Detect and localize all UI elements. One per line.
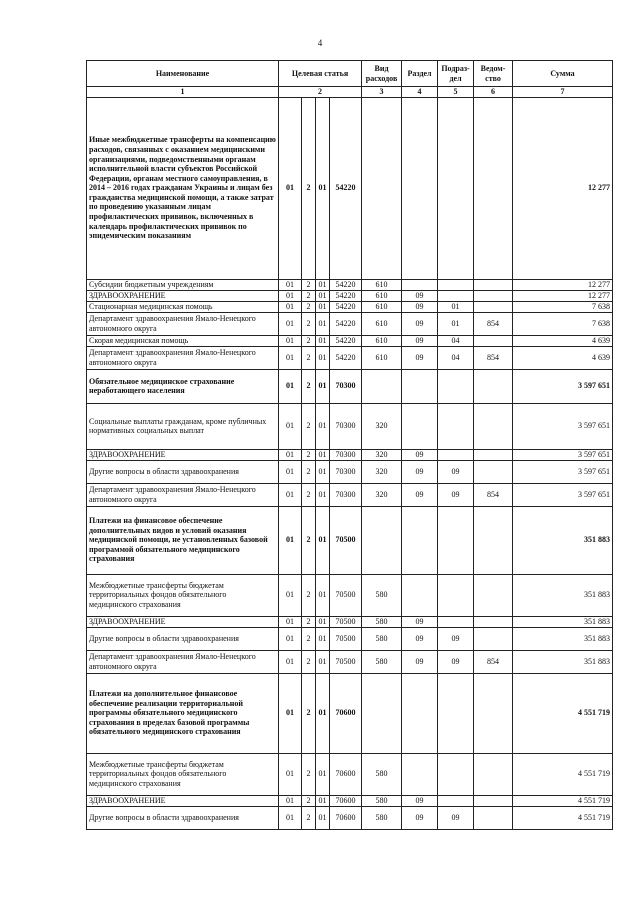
cell-vid-raskhodov: 610 xyxy=(362,290,402,301)
cell-vedomstvo xyxy=(474,806,513,829)
cell-razdel xyxy=(402,403,438,449)
cell-razdel: 09 xyxy=(402,795,438,806)
cell-vedomstvo: 854 xyxy=(474,312,513,335)
cell-vid-raskhodov: 610 xyxy=(362,312,402,335)
table-row xyxy=(87,650,613,673)
cell-target-code-subprogram: 2 xyxy=(302,301,316,312)
cell-razdel xyxy=(402,369,438,403)
cell-summa: 7 638 xyxy=(513,301,613,312)
cell-vid-raskhodov: 580 xyxy=(362,574,402,616)
cell-target-code-direction: 70500 xyxy=(330,650,362,673)
cell-target-code-direction: 54220 xyxy=(330,290,362,301)
cell-row-name: Департамент здравоохранения Ямало-Ненецкого автономного округа xyxy=(87,312,279,335)
cell-vid-raskhodov: 320 xyxy=(362,403,402,449)
cell-target-code-main: 01 xyxy=(316,650,330,673)
cell-podrazdel: 01 xyxy=(438,301,474,312)
cell-target-code-direction: 70300 xyxy=(330,403,362,449)
cell-razdel: 09 xyxy=(402,460,438,483)
cell-target-code-main: 01 xyxy=(316,335,330,346)
cell-target-code-direction: 54220 xyxy=(330,335,362,346)
cell-target-code-direction: 70300 xyxy=(330,449,362,460)
cell-target-code-subprogram: 2 xyxy=(302,346,316,369)
cell-target-code-direction: 70300 xyxy=(330,460,362,483)
cell-target-code-program: 01 xyxy=(279,673,302,753)
cell-target-code-main: 01 xyxy=(316,312,330,335)
cell-target-code-subprogram: 2 xyxy=(302,460,316,483)
column-number: 7 xyxy=(513,87,613,98)
cell-row-name: Департамент здравоохранения Ямало-Ненецкого автономного округа xyxy=(87,650,279,673)
cell-podrazdel xyxy=(438,290,474,301)
cell-summa: 3 597 651 xyxy=(513,449,613,460)
cell-target-code-program: 01 xyxy=(279,369,302,403)
cell-target-code-main: 01 xyxy=(316,753,330,795)
cell-vid-raskhodov xyxy=(362,506,402,574)
cell-vid-raskhodov: 320 xyxy=(362,483,402,506)
cell-target-code-direction: 54220 xyxy=(330,279,362,290)
cell-target-code-subprogram: 2 xyxy=(302,506,316,574)
cell-podrazdel xyxy=(438,369,474,403)
table-row xyxy=(87,346,613,369)
cell-vedomstvo xyxy=(474,449,513,460)
cell-row-name: Другие вопросы в области здравоохранения xyxy=(87,460,279,483)
cell-target-code-program: 01 xyxy=(279,346,302,369)
cell-target-code-subprogram: 2 xyxy=(302,403,316,449)
cell-vedomstvo xyxy=(474,627,513,650)
cell-vid-raskhodov: 580 xyxy=(362,616,402,627)
cell-razdel: 09 xyxy=(402,806,438,829)
table-row xyxy=(87,506,613,574)
cell-podrazdel xyxy=(438,403,474,449)
header-razdel: Раздел xyxy=(402,61,438,87)
cell-vid-raskhodov: 580 xyxy=(362,627,402,650)
cell-podrazdel xyxy=(438,449,474,460)
cell-razdel xyxy=(402,673,438,753)
table-row xyxy=(87,753,613,795)
cell-target-code-program: 01 xyxy=(279,806,302,829)
cell-row-name: Скорая медицинская помощь xyxy=(87,335,279,346)
cell-razdel: 09 xyxy=(402,449,438,460)
cell-podrazdel xyxy=(438,279,474,290)
cell-target-code-direction: 70600 xyxy=(330,795,362,806)
cell-razdel: 09 xyxy=(402,616,438,627)
header-vid: Вид расходов xyxy=(362,61,402,87)
cell-row-name: Стационарная медицинская помощь xyxy=(87,301,279,312)
cell-summa: 4 639 xyxy=(513,335,613,346)
cell-vid-raskhodov: 320 xyxy=(362,449,402,460)
cell-target-code-direction: 70600 xyxy=(330,753,362,795)
table-row xyxy=(87,403,613,449)
cell-vedomstvo: 854 xyxy=(474,650,513,673)
cell-vedomstvo xyxy=(474,753,513,795)
cell-vedomstvo: 854 xyxy=(474,483,513,506)
cell-target-code-direction: 70600 xyxy=(330,673,362,753)
cell-vedomstvo xyxy=(474,460,513,483)
table-row xyxy=(87,279,613,290)
cell-target-code-main: 01 xyxy=(316,574,330,616)
header-target: Целевая статья xyxy=(279,61,362,87)
cell-razdel xyxy=(402,97,438,279)
cell-target-code-main: 01 xyxy=(316,279,330,290)
cell-target-code-subprogram: 2 xyxy=(302,753,316,795)
cell-vedomstvo xyxy=(474,574,513,616)
cell-target-code-program: 01 xyxy=(279,483,302,506)
cell-target-code-direction: 70600 xyxy=(330,806,362,829)
cell-target-code-direction: 70500 xyxy=(330,574,362,616)
table-row xyxy=(87,97,613,279)
cell-target-code-subprogram: 2 xyxy=(302,795,316,806)
cell-target-code-program: 01 xyxy=(279,795,302,806)
cell-target-code-subprogram: 2 xyxy=(302,335,316,346)
page-number: 4 xyxy=(317,38,323,48)
cell-target-code-program: 01 xyxy=(279,627,302,650)
cell-summa: 4 551 719 xyxy=(513,795,613,806)
cell-target-code-program: 01 xyxy=(279,616,302,627)
cell-summa: 351 883 xyxy=(513,650,613,673)
cell-target-code-subprogram: 2 xyxy=(302,574,316,616)
table-row xyxy=(87,806,613,829)
cell-podrazdel: 04 xyxy=(438,335,474,346)
cell-vid-raskhodov: 610 xyxy=(362,301,402,312)
cell-razdel: 09 xyxy=(402,346,438,369)
cell-podrazdel: 09 xyxy=(438,806,474,829)
table-body xyxy=(87,97,613,829)
cell-podrazdel xyxy=(438,673,474,753)
cell-row-name: Межбюджетные трансферты бюджетам территориальных фондов обязательного медицинского страхования xyxy=(87,753,279,795)
cell-razdel: 09 xyxy=(402,483,438,506)
cell-podrazdel: 09 xyxy=(438,627,474,650)
cell-row-name: ЗДРАВООХРАНЕНИЕ xyxy=(87,290,279,301)
cell-target-code-direction: 54220 xyxy=(330,97,362,279)
cell-vid-raskhodov: 580 xyxy=(362,753,402,795)
cell-row-name: Обязательное медицинское страхование неработающего населения xyxy=(87,369,279,403)
cell-summa: 351 883 xyxy=(513,506,613,574)
cell-razdel: 09 xyxy=(402,627,438,650)
cell-razdel: 09 xyxy=(402,290,438,301)
cell-target-code-main: 01 xyxy=(316,301,330,312)
cell-vedomstvo xyxy=(474,403,513,449)
cell-target-code-main: 01 xyxy=(316,290,330,301)
cell-podrazdel xyxy=(438,506,474,574)
cell-row-name: Иные межбюджетные трансферты на компенсацию расходов, связанных с оказанием медицинскими организациями, подведомственными органам исполнительной власти субъектов Российской Федерации, органам местного самоуправления, в 2014 – 2016 годах гражданам Украины и лицам без гражданства медицинской помощи, а также затрат по проведению указанным лицам профилактических прививок, включенных в календарь профилактических прививок по эпидемическим показаниям xyxy=(87,97,279,279)
table-row xyxy=(87,795,613,806)
cell-target-code-program: 01 xyxy=(279,335,302,346)
cell-summa: 4 551 719 xyxy=(513,806,613,829)
cell-row-name: Департамент здравоохранения Ямало-Ненецкого автономного округа xyxy=(87,483,279,506)
column-number: 3 xyxy=(362,87,402,98)
cell-vid-raskhodov: 610 xyxy=(362,335,402,346)
cell-podrazdel: 09 xyxy=(438,483,474,506)
cell-target-code-direction: 70300 xyxy=(330,483,362,506)
cell-vid-raskhodov xyxy=(362,369,402,403)
cell-vedomstvo xyxy=(474,616,513,627)
cell-target-code-subprogram: 2 xyxy=(302,369,316,403)
cell-target-code-program: 01 xyxy=(279,650,302,673)
cell-target-code-program: 01 xyxy=(279,753,302,795)
cell-target-code-subprogram: 2 xyxy=(302,650,316,673)
cell-target-code-main: 01 xyxy=(316,369,330,403)
column-number: 6 xyxy=(474,87,513,98)
cell-summa: 12 277 xyxy=(513,97,613,279)
cell-target-code-program: 01 xyxy=(279,574,302,616)
table-row xyxy=(87,335,613,346)
cell-vid-raskhodov: 320 xyxy=(362,460,402,483)
table-row xyxy=(87,290,613,301)
cell-summa: 12 277 xyxy=(513,279,613,290)
cell-razdel xyxy=(402,753,438,795)
cell-vid-raskhodov xyxy=(362,673,402,753)
cell-razdel: 09 xyxy=(402,312,438,335)
cell-podrazdel xyxy=(438,753,474,795)
budget-table xyxy=(86,60,613,830)
cell-target-code-main: 01 xyxy=(316,449,330,460)
cell-razdel xyxy=(402,279,438,290)
cell-vedomstvo xyxy=(474,506,513,574)
cell-summa: 4 639 xyxy=(513,346,613,369)
cell-podrazdel: 01 xyxy=(438,312,474,335)
cell-podrazdel: 09 xyxy=(438,650,474,673)
cell-target-code-main: 01 xyxy=(316,673,330,753)
cell-target-code-subprogram: 2 xyxy=(302,806,316,829)
cell-row-name: Социальные выплаты гражданам, кроме публичных нормативных социальных выплат xyxy=(87,403,279,449)
cell-target-code-direction: 70300 xyxy=(330,369,362,403)
column-number: 2 xyxy=(279,87,362,98)
cell-target-code-main: 01 xyxy=(316,806,330,829)
cell-vedomstvo xyxy=(474,279,513,290)
cell-row-name: Другие вопросы в области здравоохранения xyxy=(87,806,279,829)
cell-vedomstvo: 854 xyxy=(474,346,513,369)
cell-summa: 4 551 719 xyxy=(513,753,613,795)
cell-target-code-direction: 70500 xyxy=(330,506,362,574)
cell-row-name: Субсидии бюджетным учреждениям xyxy=(87,279,279,290)
cell-target-code-main: 01 xyxy=(316,97,330,279)
cell-row-name: ЗДРАВООХРАНЕНИЕ xyxy=(87,795,279,806)
cell-target-code-main: 01 xyxy=(316,627,330,650)
cell-target-code-program: 01 xyxy=(279,449,302,460)
cell-podrazdel xyxy=(438,574,474,616)
column-number: 1 xyxy=(87,87,279,98)
cell-vid-raskhodov: 610 xyxy=(362,279,402,290)
cell-vedomstvo xyxy=(474,97,513,279)
cell-razdel xyxy=(402,506,438,574)
cell-target-code-direction: 54220 xyxy=(330,346,362,369)
cell-target-code-program: 01 xyxy=(279,506,302,574)
cell-target-code-main: 01 xyxy=(316,483,330,506)
cell-row-name: Межбюджетные трансферты бюджетам территориальных фондов обязательного медицинского страхования xyxy=(87,574,279,616)
cell-target-code-main: 01 xyxy=(316,616,330,627)
cell-row-name: Платежи на дополнительное финансовое обеспечение реализации территориальной программы обязательного медицинского страхования в пределах базовой программы обязательного медицинского страхования xyxy=(87,673,279,753)
cell-summa: 351 883 xyxy=(513,574,613,616)
cell-podrazdel xyxy=(438,795,474,806)
cell-summa: 3 597 651 xyxy=(513,483,613,506)
table-row xyxy=(87,673,613,753)
header-summa: Сумма xyxy=(513,61,613,87)
cell-target-code-subprogram: 2 xyxy=(302,483,316,506)
cell-target-code-direction: 70500 xyxy=(330,627,362,650)
cell-summa: 3 597 651 xyxy=(513,403,613,449)
cell-razdel: 09 xyxy=(402,650,438,673)
cell-target-code-subprogram: 2 xyxy=(302,449,316,460)
cell-podrazdel: 09 xyxy=(438,460,474,483)
cell-razdel: 09 xyxy=(402,301,438,312)
cell-target-code-subprogram: 2 xyxy=(302,312,316,335)
cell-razdel xyxy=(402,574,438,616)
cell-target-code-main: 01 xyxy=(316,460,330,483)
cell-target-code-program: 01 xyxy=(279,279,302,290)
cell-target-code-program: 01 xyxy=(279,312,302,335)
table-row xyxy=(87,369,613,403)
table-row xyxy=(87,460,613,483)
cell-target-code-subprogram: 2 xyxy=(302,279,316,290)
cell-summa: 3 597 651 xyxy=(513,369,613,403)
cell-row-name: Платежи на финансовое обеспечение дополнительных видов и условий оказания медицинской помощи, не установленных базовой программой обязательного медицинского страхования xyxy=(87,506,279,574)
cell-target-code-program: 01 xyxy=(279,460,302,483)
cell-vedomstvo xyxy=(474,369,513,403)
cell-target-code-program: 01 xyxy=(279,290,302,301)
cell-row-name: Другие вопросы в области здравоохранения xyxy=(87,627,279,650)
cell-podrazdel xyxy=(438,616,474,627)
column-number: 4 xyxy=(402,87,438,98)
cell-vedomstvo xyxy=(474,795,513,806)
cell-podrazdel xyxy=(438,97,474,279)
table-row xyxy=(87,312,613,335)
table-row xyxy=(87,616,613,627)
cell-target-code-main: 01 xyxy=(316,403,330,449)
cell-target-code-program: 01 xyxy=(279,97,302,279)
header-name: Наименование xyxy=(87,61,279,87)
cell-vedomstvo xyxy=(474,673,513,753)
cell-target-code-direction: 54220 xyxy=(330,301,362,312)
cell-target-code-subprogram: 2 xyxy=(302,97,316,279)
cell-vid-raskhodov xyxy=(362,97,402,279)
cell-vedomstvo xyxy=(474,290,513,301)
cell-target-code-subprogram: 2 xyxy=(302,627,316,650)
cell-vid-raskhodov: 580 xyxy=(362,795,402,806)
cell-target-code-subprogram: 2 xyxy=(302,673,316,753)
cell-summa: 12 277 xyxy=(513,290,613,301)
cell-vedomstvo xyxy=(474,301,513,312)
table-row xyxy=(87,483,613,506)
cell-summa: 4 551 719 xyxy=(513,673,613,753)
header-vedomstvo: Ведом-ство xyxy=(474,61,513,87)
cell-target-code-main: 01 xyxy=(316,506,330,574)
cell-target-code-main: 01 xyxy=(316,346,330,369)
cell-vid-raskhodov: 610 xyxy=(362,346,402,369)
table-row xyxy=(87,574,613,616)
cell-vedomstvo xyxy=(474,335,513,346)
cell-target-code-direction: 70500 xyxy=(330,616,362,627)
cell-target-code-main: 01 xyxy=(316,795,330,806)
cell-row-name: ЗДРАВООХРАНЕНИЕ xyxy=(87,616,279,627)
cell-row-name: Департамент здравоохранения Ямало-Ненецкого автономного округа xyxy=(87,346,279,369)
cell-target-code-subprogram: 2 xyxy=(302,290,316,301)
cell-vid-raskhodov: 580 xyxy=(362,650,402,673)
cell-summa: 351 883 xyxy=(513,616,613,627)
header-podrazdel: Подраз-дел xyxy=(438,61,474,87)
cell-summa: 351 883 xyxy=(513,627,613,650)
table-row xyxy=(87,627,613,650)
cell-podrazdel: 04 xyxy=(438,346,474,369)
cell-razdel: 09 xyxy=(402,335,438,346)
cell-target-code-program: 01 xyxy=(279,403,302,449)
cell-row-name: ЗДРАВООХРАНЕНИЕ xyxy=(87,449,279,460)
cell-vid-raskhodov: 580 xyxy=(362,806,402,829)
column-number: 5 xyxy=(438,87,474,98)
cell-target-code-subprogram: 2 xyxy=(302,616,316,627)
table-row xyxy=(87,301,613,312)
cell-summa: 7 638 xyxy=(513,312,613,335)
cell-target-code-direction: 54220 xyxy=(330,312,362,335)
cell-target-code-program: 01 xyxy=(279,301,302,312)
cell-summa: 3 597 651 xyxy=(513,460,613,483)
table-row xyxy=(87,449,613,460)
